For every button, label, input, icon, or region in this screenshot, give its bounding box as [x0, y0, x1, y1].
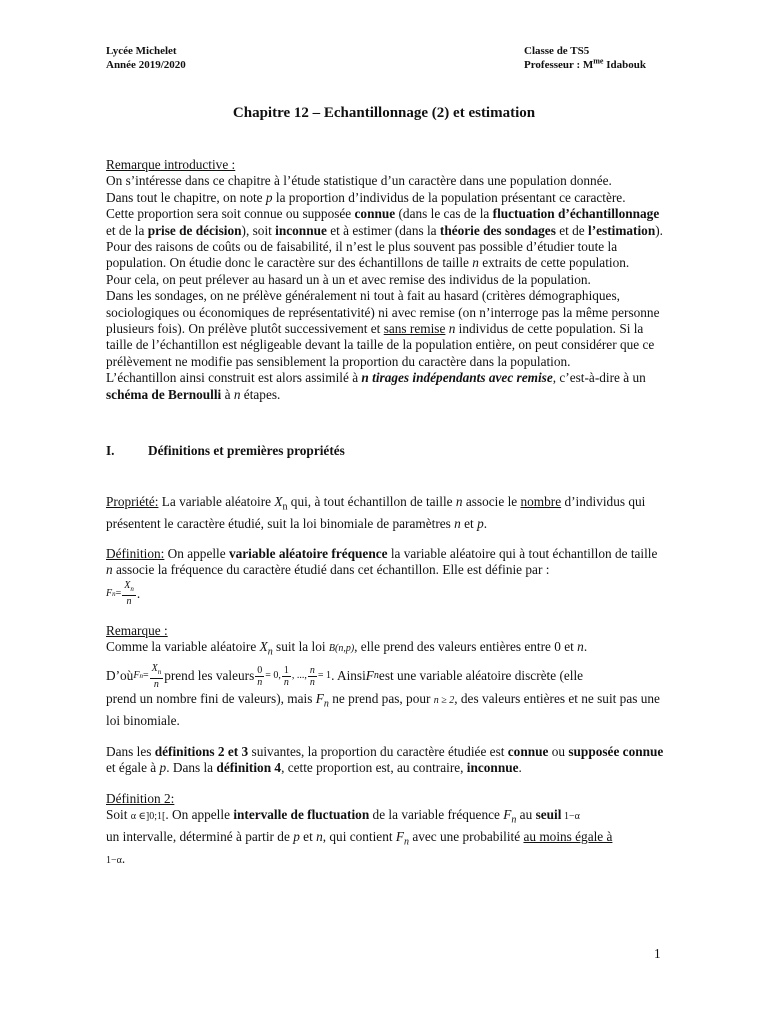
remarque-line-3: prend un nombre fini de valeurs), mais $F_n$ ne prend pas, pour n ≥ 2, des valeurs entières et ne suit pas une loi binomiale.	[106, 691, 660, 729]
definition-2-line-2: un intervalle, déterminé à partir de p et n, qui contient $F_n$ avec une probabilité au moins égale à	[106, 829, 613, 848]
chapter-title: Chapitre 12 – Echantillonnage (2) et estimation	[232, 105, 536, 121]
intro-paragraph-2: Dans tout le chapitre, on note p la proportion d’individus de la population présentant ce caractère.	[106, 189, 626, 205]
intro-paragraph-5: Pour cela, on peut prélever au hasard un à un et avec remise des individus de la population.	[106, 271, 591, 287]
intro-paragraph-6: Dans les sondages, on ne prélève généralement ni tout à fait au hasard (critères démographiques, sociologiques ou économiques de représentativité) ni avec remise (on n’interroge pas la même personne plusieurs fois). On prélève plutôt successivement et sans remise n individus de cette population. Si la taille de l’échantillon est négligeable devant la taille de la population entière, on peut considérer que ce prélèvement ne modifie pas sensiblement la proportion du caractère dans la population.	[106, 288, 660, 369]
frequency-formula: F n = $\frac{X_n}{n}$ .	[106, 580, 141, 608]
school-name: Lycée Michelet	[106, 45, 177, 57]
school-year: Année 2019/2020	[106, 59, 186, 71]
remarque-line-1: Comme la variable aléatoire $X_n$ suit la loi B(n,p), elle prend des valeurs entières entre 0 et n.	[106, 639, 588, 658]
intro-paragraph-1: On s’intéresse dans ce chapitre à l’étude statistique d’un caractère dans une population donnée.	[106, 173, 612, 189]
section-heading: I. Définitions et premières propriétés	[106, 443, 345, 459]
formula-fraction: $\frac{X_n}{n}$	[124, 580, 134, 608]
intro-paragraph-4: Pour des raisons de coûts ou de faisabilité, il n’est le plus souvent pas possible d’étudier toute la population. On étudie donc le caractère sur des échantillons de taille n extraits de cette population.	[106, 239, 630, 271]
definitions-note: Dans les définitions 2 et 3 suivantes, la proportion du caractère étudiée est connue ou supposée connue et égale à p. Dans la définition 4, cette proportion est, au contraire, inconnue.	[106, 743, 664, 776]
page-number: 1	[654, 946, 661, 961]
intro-heading: Remarque introductive :	[106, 157, 236, 172]
header-left	[106, 44, 186, 72]
intro-paragraph-3: Cette proportion sera soit connue ou supposée connue (dans le cas de la fluctuation d’échantillonnage et de la prise de décision), soit inconnue et à estimer (dans la théorie des sondages et de l’estimation).	[106, 206, 663, 238]
definition-2-line-3: 1−α.	[106, 851, 126, 867]
propriete-paragraph: Propriété: La variable aléatoire $X_n$ qui, à tout échantillon de taille n associe le nombre d’individus qui présentent le caractère étudié, suit la loi binomiale de paramètres n et p.	[106, 493, 646, 531]
document-body	[106, 157, 666, 869]
intro-paragraph-7: L’échantillon ainsi construit est alors assimilé à n tirages indépendants avec remise, c’est-à-dire à un schéma de Bernoulli à n étapes.	[106, 370, 646, 402]
definition-2-heading: Définition 2:	[106, 790, 175, 806]
header-right	[524, 44, 646, 72]
remarque-heading: Remarque :	[106, 622, 168, 638]
definition-1-paragraph: Définition: On appelle variable aléatoire fréquence la variable aléatoire qui à tout échantillon de taille n associe la fréquence du caractère étudié dans cet échantillon. Elle est définie par :	[106, 545, 658, 578]
class-name: Classe de TS5	[524, 45, 590, 57]
remarque-line-2: D’où F n = $\frac{X_n}{n}$ prend les valeurs $\frac{0}{n}$ = 0, $\frac{1}{n}$ , ..., $\frac{n}{n}$ = 1 . Ainsi F n est une variable aléatoire discrète (elle	[106, 662, 584, 690]
definition-2-line-1: Soit α ∈]0;1[. On appelle intervalle de fluctuation de la variable fréquence $F_n$ au seuil 1−α	[106, 806, 580, 826]
teacher-name: Professeur : $M^{me}$ Idabouk	[524, 56, 646, 71]
